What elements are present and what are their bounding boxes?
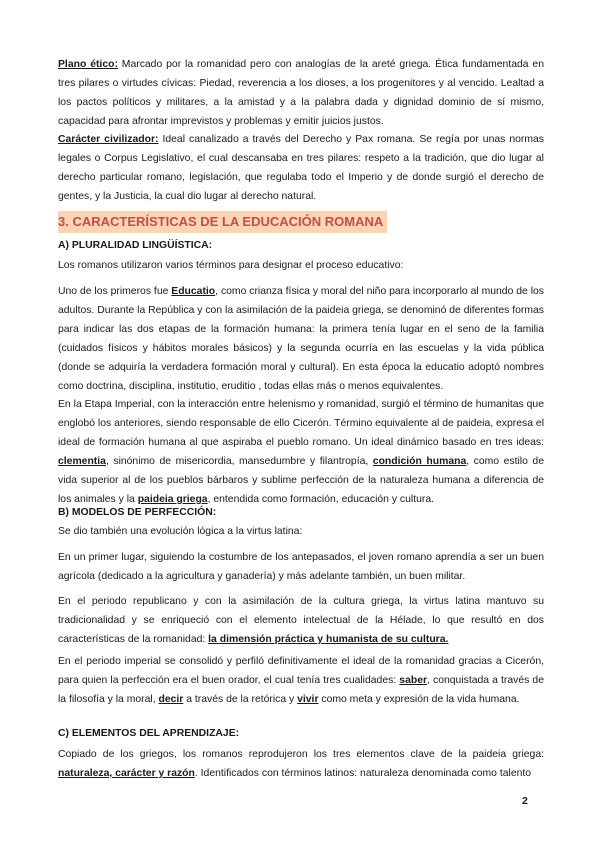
paragraph-periodo-imperial: En el periodo imperial se consolidó y perfiló definitivamente el ideal de la romanidad gracias a Cicerón, para quien la perfección era el buen orador, el cual tenía tres cualidades: saber, conquistada a través de la filosofía y la moral, decir a través de la retórica y vivir como meta y expresión de la vida humana.: [58, 656, 544, 705]
paragraph-terminos: Los romanos utilizaron varios términos para designar el proceso educativo:: [58, 260, 404, 271]
paragraph-educatio: Uno de los primeros fue Educatio, como crianza física y moral del niño para incorporarlo al mundo de los adultos. Durante la República y con la asimilación de la paideia griega, se denominó de diferentes formas para indicar las dos etapas de la formación humana: la primera tenía lugar en el seno de la familia (cuidados físicos y hábitos morales básicos) y la segunda ocurría en las escuelas y la vida pública (donde se adquiría la verdadera formación moral y cultural). En esta época la educatio adoptó nombres como doctrina, disciplina, institutio, eruditio , todas ellas más o menos equivalentes.: [58, 286, 544, 392]
paragraph-caracter-civilizador: Carácter civilizador: Ideal canalizado a través del Derecho y Pax romana. Se regía por unas normas legales o Corpus Legislativo, el cual descansaba en tres pilares: respeto a la tradición, que dio lugar al derecho particular romano, legislación, que regulaba todo el Imperio y de donde surgió el derecho de gentes, y la Justicia, la cual dio lugar al derecho natural.: [58, 134, 544, 202]
paragraph-periodo-republicano: En el periodo republicano y con la asimilación de la cultura griega, la virtus latina mantuvo su tradicionalidad y se enriqueció con el elemento intelectual de la Hélade, lo que resultó en dos características de la romanidad: la dimensión práctica y humanista de su cultura.: [58, 596, 544, 645]
section-heading: 3. CARACTERÍSTICAS DE LA EDUCACIÓN ROMANA: [58, 211, 387, 233]
label-plano-etico: Plano ético:: [58, 59, 118, 70]
paragraph-primer-lugar: En un primer lugar, siguiendo la costumbre de los antepasados, el joven romano aprendía a ser un buen agrícola (dedicado a la agricultura y ganadería) y más adelante también, un buen militar.: [58, 552, 544, 582]
paragraph-virtus-latina: Se dio también una evolución lógica a la virtus latina:: [58, 526, 303, 537]
term-dimension-practica: la dimensión práctica y humanista de su cultura.: [208, 634, 449, 645]
paragraph-plano-etico: Plano ético: Marcado por la romanidad pero con analogías de la areté griega. Ética fundamentada en tres pilares o virtudes cívicas: Piedad, reverencia a los dioses, a los progenitores y al vencido. Lealtad a los pactos políticos y militares, a la amistad y a la palabra dada y dignidad dominio de sí mismo, capacidad para afrontar imprevistos y problemas y emitir juicios justos.: [58, 59, 544, 127]
subheading-pluralidad-linguistica: A) PLURALIDAD LINGÜÍSTICA:: [58, 240, 213, 251]
term-vivir: vivir: [297, 694, 319, 705]
paragraph-etapa-imperial: En la Etapa Imperial, con la interacción entre helenismo y romanidad, surgió el término de humanitas que englobó los anteriores, siendo responsable de ello Cicerón. Término equivalente al de paideia, expresa el ideal de formación humana al que aspiraba el pueblo romano. Un ideal dinámico basado en tres ideas: clementia, sinónimo de misericordia, mansedumbre y filantropía, condición humana, como estilo de vida superior al de los pueblos bárbaros y sublime perfección de la naturaleza humana a diferencia de los animales y la paideia griega, entendida como formación, educación y cultura.: [58, 399, 544, 505]
subheading-modelos-perfeccion: B) MODELOS DE PERFECCIÓN:: [58, 507, 217, 518]
subheading-elementos-aprendizaje: C) ELEMENTOS DEL APRENDIZAJE:: [58, 728, 240, 739]
term-condicion-humana: condición humana: [372, 456, 467, 467]
term-paideia-griega: paideia griega: [137, 494, 208, 505]
term-saber: saber: [399, 675, 428, 686]
page-number: 2: [522, 795, 528, 807]
label-caracter-civilizador: Carácter civilizador:: [58, 134, 159, 145]
term-decir: decir: [158, 694, 184, 705]
term-naturaleza-caracter-razon: naturaleza, carácter y razón: [58, 768, 195, 779]
term-educatio: Educatio: [171, 286, 216, 297]
paragraph-copiado-griegos: Copiado de los griegos, los romanos reprodujeron los tres elementos clave de la paideia griega: naturaleza, carácter y razón. Identificados con términos latinos: naturaleza denominada como talento: [58, 749, 544, 779]
term-clementia: clementia: [58, 456, 106, 467]
